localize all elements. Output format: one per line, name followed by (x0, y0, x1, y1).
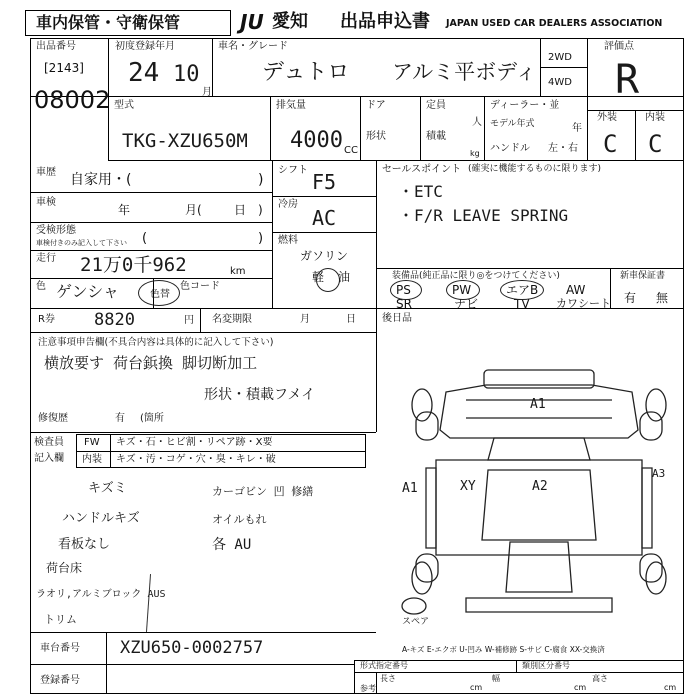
receipt-open: ( (142, 231, 148, 246)
shape-label: 形状 (366, 131, 386, 142)
type-label: 型式 (114, 100, 134, 111)
repair-history-yes: 有 (115, 413, 125, 424)
displacement-value: 4000 (290, 128, 343, 153)
handle-side: 左・右 (548, 143, 578, 154)
lot-small-code: [2143] (44, 61, 84, 75)
handle-label: ハンドル (490, 143, 530, 154)
spec-category-label: 類別区分番号 (522, 661, 570, 670)
displacement-label: 排気量 (276, 100, 306, 111)
equip-ps-circle (390, 280, 422, 300)
grade-points-label: 評価点 (604, 41, 634, 52)
model-name-label: 車名・グレード (218, 41, 288, 52)
capacity-unit: 人 (472, 117, 482, 128)
month-unit: 月 (202, 87, 212, 98)
fuel-label: 燃料 (278, 235, 298, 246)
shift-value: F5 (312, 170, 337, 194)
selling-points-label: セールスポイント (382, 164, 462, 175)
selling-points-note: (確実に機能するものに限ります) (468, 164, 602, 174)
color-value: ゲンシャ (56, 282, 119, 301)
damage-a1-left: A1 (402, 481, 418, 496)
inspector-fw-label: FW (84, 437, 100, 448)
storage-label: 車内保管・守衛保管 (36, 13, 181, 32)
form-title: 出品申込書 (340, 11, 430, 32)
warranty-no: 無 (656, 291, 669, 305)
notes-line-2: 形状・積載フメイ (204, 387, 316, 403)
fuel-light: 軽 (312, 270, 325, 284)
fuel-gasoline: ガソリン (300, 249, 349, 263)
aircon-label: 冷房 (278, 199, 298, 210)
handwritten-note-right-2: オイルもれ (212, 513, 267, 526)
shaken-label: 車検 (36, 197, 56, 208)
displacement-unit: CC (344, 145, 358, 156)
first-registration-label: 初度登録年月 (115, 41, 175, 52)
load-label: 積載 (426, 131, 446, 142)
mileage-value: 21万0千962 (80, 254, 187, 276)
lot-number-label: 出品番号 (36, 41, 76, 52)
first-registration-month: 10 (173, 62, 200, 87)
name-change-day: 日 (346, 314, 356, 325)
spec-height-unit: cm (664, 683, 677, 692)
dealer-label: ディーラー・並 (490, 100, 560, 111)
equip-airbag: エアB (506, 283, 539, 297)
association-name: JAPAN USED CAR DEALERS ASSOCIATION (446, 18, 663, 29)
model-name: デュトロ (262, 60, 350, 85)
shaken-day-unit: 日 (234, 203, 247, 217)
handwritten-note-3: 看板なし (58, 537, 111, 552)
spec-height-label: 高さ (592, 674, 608, 683)
mileage-unit: km (230, 266, 246, 277)
equip-tv: TV (514, 297, 530, 311)
damage-xy: XY (460, 479, 476, 494)
aircon-value: AC (312, 206, 337, 230)
fuel-light-circle (316, 268, 340, 292)
handwritten-note-6: トリム (44, 613, 77, 626)
repair-history-parts: (箇所 (140, 413, 164, 424)
history-label: 車歴 (36, 167, 56, 178)
door-label: ドア (366, 100, 386, 111)
equip-aw: AW (566, 283, 586, 297)
spec-length-unit: cm (470, 683, 483, 692)
handwritten-note-2: ハンドルキズ (62, 511, 140, 526)
receipt-note: 車検付きのみ記入して下さい (36, 239, 127, 247)
ju-logo: JU (240, 10, 264, 34)
inspector-interior-items: キズ・汚・コゲ・穴・臭・キレ・破 (116, 454, 276, 465)
color-code-label: 色コード (180, 281, 220, 292)
repair-history-label: 修復歴 (38, 413, 68, 424)
interior-label: 内装 (645, 112, 665, 123)
handwritten-note-right-1: カーゴビン 凹 修繕 (212, 485, 314, 498)
color-label: 色 (36, 281, 46, 292)
model-year-label: モデル年式 (490, 119, 535, 129)
selling-point-1: ・ETC (398, 182, 443, 201)
capacity-label: 定員 (426, 100, 446, 111)
recycle-label: R券 (38, 314, 55, 325)
equip-ps: PS (396, 283, 411, 297)
equip-sr: SR (396, 297, 412, 311)
recycle-value: 8820 (94, 310, 135, 330)
interior-grade: C (648, 130, 663, 158)
mileage-label: 走行 (36, 253, 56, 264)
color-change-circle (138, 280, 180, 306)
warranty-yes: 有 (624, 291, 637, 305)
inspector-fw-items: キズ・石・ヒビ割・リペア跡・X要 (116, 437, 273, 448)
warranty-label: 新車保証書 (620, 271, 666, 281)
notes-label: 注意事項申告欄(不具合内容は具体的に記入して下さい) (38, 337, 274, 348)
inspector-label: 検査員 (34, 437, 64, 448)
equipment-label: 装備品(純正品に限り◎をつけてください) (392, 271, 560, 281)
shaken-month-unit: 月( (185, 203, 202, 217)
color-change-label: 色替 (150, 289, 170, 300)
equip-pw: PW (452, 283, 472, 297)
damage-a1-top: A1 (530, 397, 546, 412)
equip-pw-circle (446, 280, 480, 300)
inspector-interior-label: 内装 (82, 454, 102, 465)
spare-label: スペア (402, 617, 430, 627)
spec-form-label: 形式指定番号 (360, 661, 408, 670)
notes-line-1: 横放要す 荷台鋲換 脚切断加工 (44, 354, 258, 372)
equip-airbag-circle (500, 280, 544, 300)
exterior-grade: C (603, 130, 618, 158)
lot-number: 08002 (34, 86, 111, 114)
model-grade: アルミ平ボディ (392, 60, 537, 84)
handwritten-note-1: キズミ (88, 481, 127, 496)
spec-length-label: 長さ (380, 674, 396, 683)
load-unit: kg (470, 149, 480, 158)
equip-leather-seat: カワシート (556, 297, 611, 310)
shaken-year-unit: 年 (118, 203, 131, 217)
org-name: 愛知 (272, 11, 308, 32)
history-value: 自家用・( (70, 172, 132, 188)
grade-points-value: R (615, 57, 640, 103)
receipt-label: 受検形態 (36, 225, 76, 236)
chassis-number: XZU650-0002757 (120, 638, 264, 658)
recycle-unit: 円 (184, 315, 194, 326)
first-registration-year: 24 (128, 58, 160, 88)
fuel-oil: 油 (338, 270, 351, 284)
registration-number-label: 登録番号 (40, 675, 80, 686)
handwritten-note-5: ラオリ,アルミブロック AUS (36, 589, 166, 600)
spec-width-unit: cm (574, 683, 587, 692)
spec-reference-label: 参考 (360, 684, 376, 693)
chassis-number-label: 車台番号 (40, 643, 80, 654)
damage-legend: A-キズ E-エクボ U-凹み W-補修跡 S-サビ C-腐食 XX-交換済 (402, 645, 605, 654)
selling-point-2: ・F/R LEAVE SPRING (398, 206, 569, 225)
inspector-entry-label: 記入欄 (34, 453, 64, 464)
history-close: ) (258, 172, 264, 188)
equip-navi: ナビ (454, 297, 479, 311)
handwritten-note-right-3: 各 AU (212, 537, 252, 553)
name-change-label: 名変期限 (212, 314, 252, 325)
shift-label: シフト (278, 165, 308, 176)
spec-width-label: 幅 (492, 674, 500, 683)
model-year-unit: 年 (572, 123, 582, 134)
damage-a2: A2 (532, 479, 548, 494)
vehicle-damage-diagram (376, 330, 684, 630)
handwritten-note-4: 荷台床 (46, 561, 83, 575)
name-change-month: 月 (300, 314, 310, 325)
exterior-label: 外装 (597, 112, 617, 123)
drive-4wd: 4WD (548, 77, 572, 88)
drive-2wd: 2WD (548, 52, 572, 63)
damage-a3: A3 (652, 467, 666, 480)
shaken-close: ) (258, 203, 263, 217)
type-value: TKG-XZU650M (122, 130, 248, 152)
receipt-close: ) (258, 231, 264, 246)
after-items-label: 後日品 (382, 313, 412, 324)
